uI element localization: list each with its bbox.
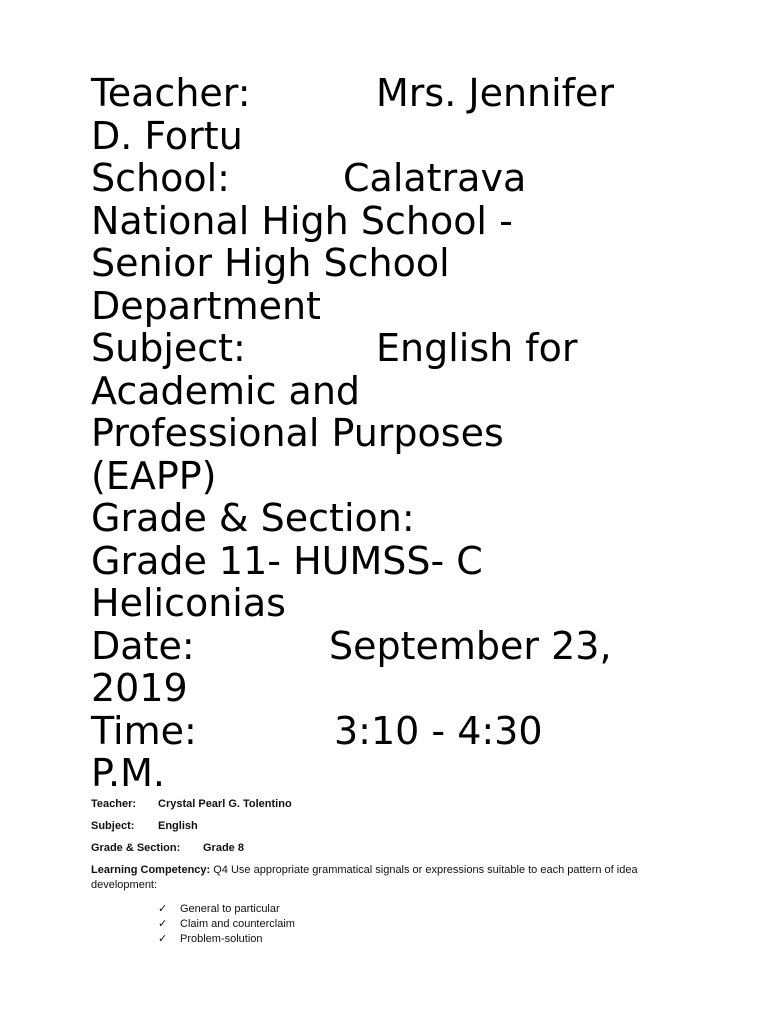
- header-school-row: [91, 157, 731, 200]
- pattern-label: General to particular: [180, 903, 280, 915]
- pattern-label: Claim and counterclaim: [180, 918, 295, 930]
- details-subject-value: English: [158, 820, 198, 832]
- checkmark-icon: ✓: [158, 903, 168, 915]
- details-grade-label: Grade & Section:: [91, 842, 181, 854]
- header-date-label: Date:: [91, 623, 195, 668]
- header-school-value-2: National High School -: [91, 198, 513, 243]
- header-date-value-1: September 23,: [329, 623, 612, 668]
- checkmark-icon: ✓: [158, 933, 168, 945]
- document-page: [91, 72, 731, 795]
- header-school-label: School:: [91, 156, 230, 200]
- details-subject-label: Subject:: [91, 820, 135, 832]
- header-time-row: [91, 710, 731, 753]
- header-grade-value-2: Heliconias: [91, 581, 286, 625]
- details-subject-row: [91, 819, 681, 841]
- header-subject-value-1: English for: [376, 326, 578, 370]
- header-teacher-row: [91, 72, 731, 115]
- list-item: [158, 932, 681, 947]
- details-grade-row: [91, 841, 681, 863]
- lesson-details: [91, 797, 681, 947]
- header-subject-value-2: Academic and: [91, 368, 361, 413]
- competency-text: Q4 Use appropriate grammatical signals or expressions suitable to each pattern of idea development:: [91, 864, 638, 891]
- header-school-value-3: Senior High School: [91, 241, 450, 285]
- header-subject-row: [91, 327, 731, 370]
- details-teacher-value: Crystal Pearl G. Tolentino: [158, 798, 292, 810]
- header-date-row: [91, 625, 731, 668]
- details-grade-value: Grade 8: [203, 842, 244, 854]
- header-subject-label: Subject:: [91, 326, 246, 370]
- learning-competency: [91, 863, 681, 893]
- header-time-value-2: P.M.: [91, 751, 165, 795]
- competency-label: Learning Competency:: [91, 864, 211, 876]
- header-teacher-label: Teacher:: [91, 71, 251, 115]
- list-item: [158, 902, 681, 917]
- header-subject-value-3: Professional Purposes: [91, 411, 504, 455]
- header-time-value-1: 3:10 - 4:30: [334, 708, 543, 753]
- header-grade-value-1: Grade 11- HUMSS- C: [91, 538, 483, 583]
- header-time-label: Time:: [91, 708, 197, 753]
- pattern-label: Problem-solution: [180, 933, 263, 945]
- header-teacher-value-2: D. Fortu: [91, 113, 243, 158]
- checkmark-icon: ✓: [158, 918, 168, 930]
- header-subject-value-4: (EAPP): [91, 453, 217, 498]
- list-item: [158, 917, 681, 932]
- header-date-value-2: 2019: [91, 666, 188, 710]
- header-school-value-4: Department: [91, 283, 321, 328]
- header-teacher-value-1: Mrs. Jennifer: [376, 71, 615, 115]
- pattern-checklist: [158, 902, 681, 947]
- details-teacher-label: Teacher:: [91, 798, 137, 810]
- header-school-value-1: Calatrava: [343, 156, 527, 200]
- lesson-header: [91, 72, 731, 795]
- details-teacher-row: [91, 797, 681, 819]
- header-grade-label: Grade & Section:: [91, 496, 415, 540]
